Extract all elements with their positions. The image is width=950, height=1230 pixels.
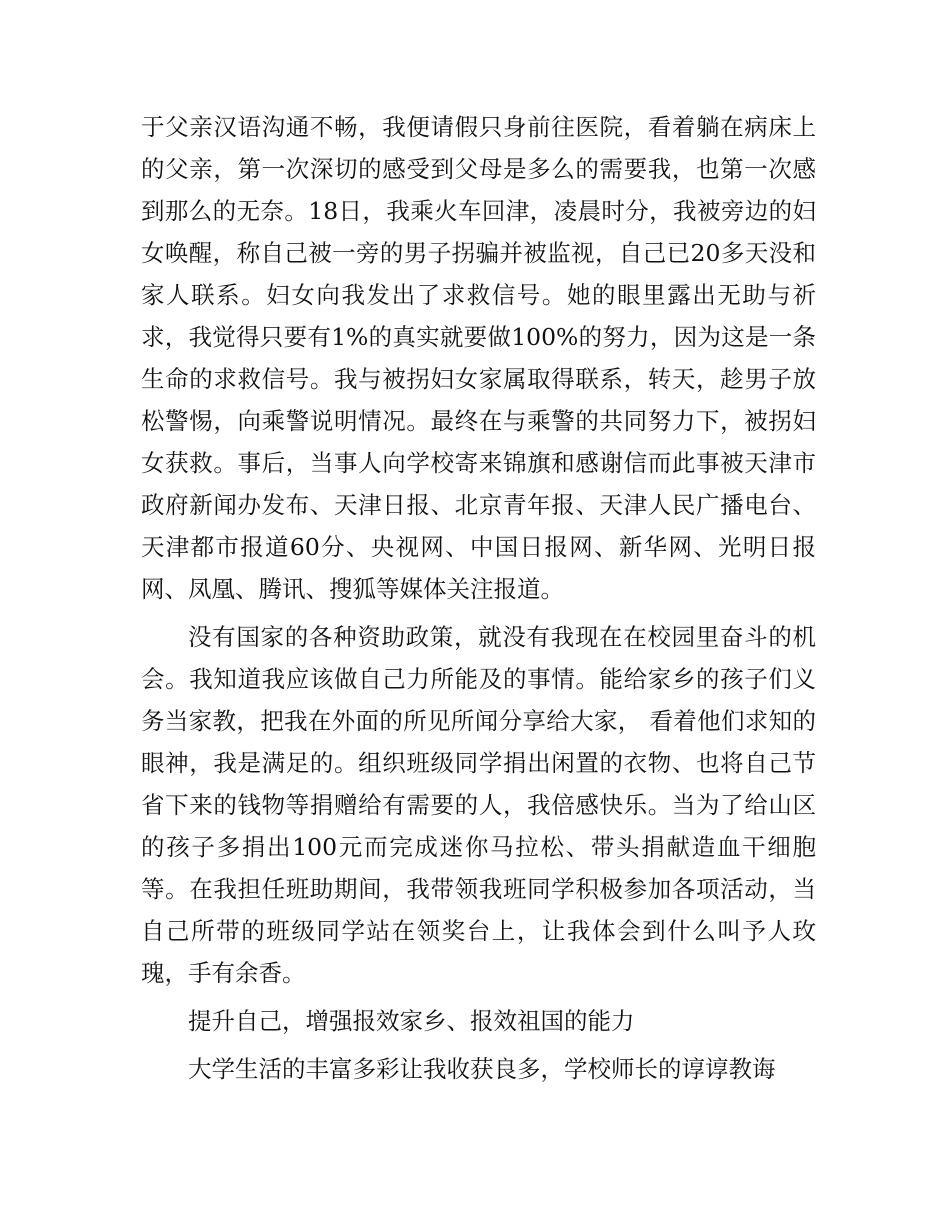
document-body — [141, 106, 816, 1090]
paragraph-rescue-story: 于父亲汉语沟通不畅，我便请假只身前往医院，看着躺在病床上的父亲，第一次深切的感受到父母是多么的需要我，也第一次感到那么的无奈。18日，我乘火车回津，凌晨时分，我被旁边的妇女唤醒，称自己被一旁的男子拐骗并被监视，自己已20多天没和家人联系。妇女向我发出了求救信号。她的眼里露出无助与祈求，我觉得只要有1%的真实就要做100%的努力，因为这是一条生命的求救信号。我与被拐妇女家属取得联系，转天，趁男子放松警惕，向乘警说明情况。最终在与乘警的共同努力下，被拐妇女获救。事后，当事人向学校寄来锦旗和感谢信而此事被天津市政府新闻办发布、天津日报、北京青年报、天津人民广播电台、天津都市报道60分、央视网、中国日报网、新华网、光明日报网、凤凰、腾讯、搜狐等媒体关注报道。 — [141, 113, 816, 603]
section-heading: 提升自己，增强报效家乡、报效祖国的能力 — [188, 1007, 635, 1035]
paragraph-charity: 没有国家的各种资助政策，就没有我现在在校园里奋斗的机会。我知道我应该做自己力所能及的事情。能给家乡的孩子们义务当家教，把我在外面的所见所闻分享给大家， 看着他们求知的眼神，我是满足的。组织班级同学捐出闲置的衣物、也将自己节省下来的钱物等捐赠给有需要的人，我倍感快乐。当为了给山区的孩子多捐出100元而完成迷你马拉松、带头捐献造血干细胞等。在我担任班助期间，我带领我班同学积极参加各项活动，当自己所带的班级同学站在领奖台上，让我体会到什么叫予人玫瑰，手有余香。 — [141, 623, 816, 987]
paragraph-university-life: 大学生活的丰富多彩让我收获良多，学校师长的谆谆教诲 — [188, 1055, 776, 1083]
